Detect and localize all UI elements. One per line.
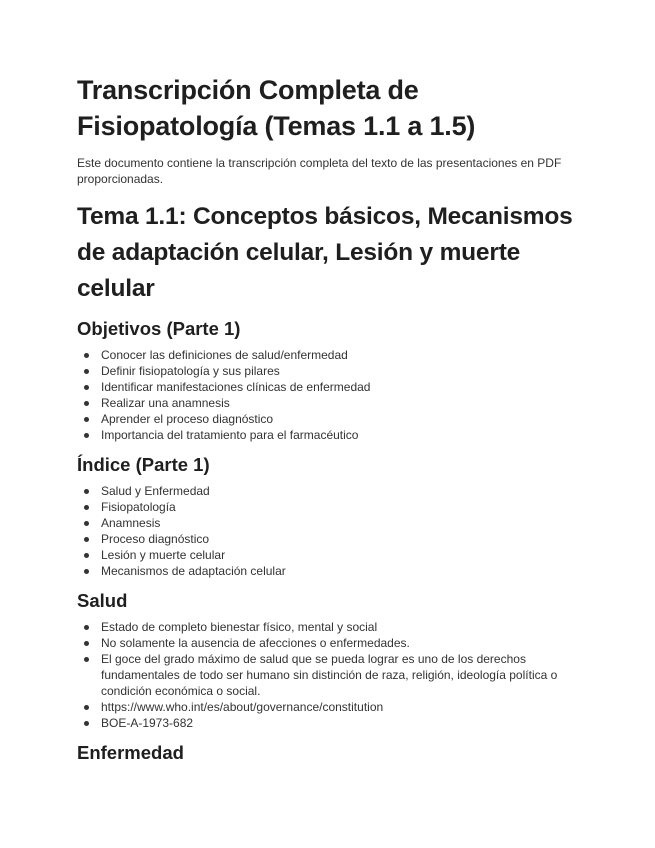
section-heading-objetivos: Objetivos (Parte 1) — [77, 318, 241, 339]
list-item: Definir fisiopatología y sus pilares — [77, 363, 577, 379]
objetivos-list — [77, 347, 577, 443]
list-item: Lesión y muerte celular — [77, 547, 577, 563]
document-intro: Este documento contiene la transcripción completa del texto de las presentaciones en PDF proporcionadas. — [77, 156, 562, 186]
section-heading-salud: Salud — [77, 590, 128, 611]
section-heading-enfermedad: Enfermedad — [77, 742, 184, 763]
list-item: https://www.who.int/es/about/governance/constitution — [77, 699, 577, 715]
list-item: El goce del grado máximo de salud que se pueda lograr es uno de los derechos fundamentales de todo ser humano sin distinción de raza, religión, ideología política o condición económica o social. — [77, 651, 577, 699]
topic-heading: Tema 1.1: Conceptos básicos, Mecanismos de adaptación celular, Lesión y muerte celular — [77, 203, 573, 302]
list-item: Conocer las definiciones de salud/enfermedad — [77, 347, 577, 363]
salud-list — [77, 619, 577, 731]
list-item: Importancia del tratamiento para el farmacéutico — [77, 427, 577, 443]
list-item: Salud y Enfermedad — [77, 483, 577, 499]
list-item: Aprender el proceso diagnóstico — [77, 411, 577, 427]
list-item: Anamnesis — [77, 515, 577, 531]
indice-list — [77, 483, 577, 579]
list-item: Identificar manifestaciones clínicas de enfermedad — [77, 379, 577, 395]
document-title: Transcripción Completa de Fisiopatología (Temas 1.1 a 1.5) — [77, 75, 476, 141]
list-item: Proceso diagnóstico — [77, 531, 577, 547]
list-item: Mecanismos de adaptación celular — [77, 563, 577, 579]
document-page — [77, 72, 577, 767]
list-item: Realizar una anamnesis — [77, 395, 577, 411]
section-heading-indice: Índice (Parte 1) — [77, 454, 210, 475]
list-item: No solamente la ausencia de afecciones o enfermedades. — [77, 635, 577, 651]
list-item: BOE-A-1973-682 — [77, 715, 577, 731]
list-item: Fisiopatología — [77, 499, 577, 515]
list-item: Estado de completo bienestar físico, mental y social — [77, 619, 577, 635]
